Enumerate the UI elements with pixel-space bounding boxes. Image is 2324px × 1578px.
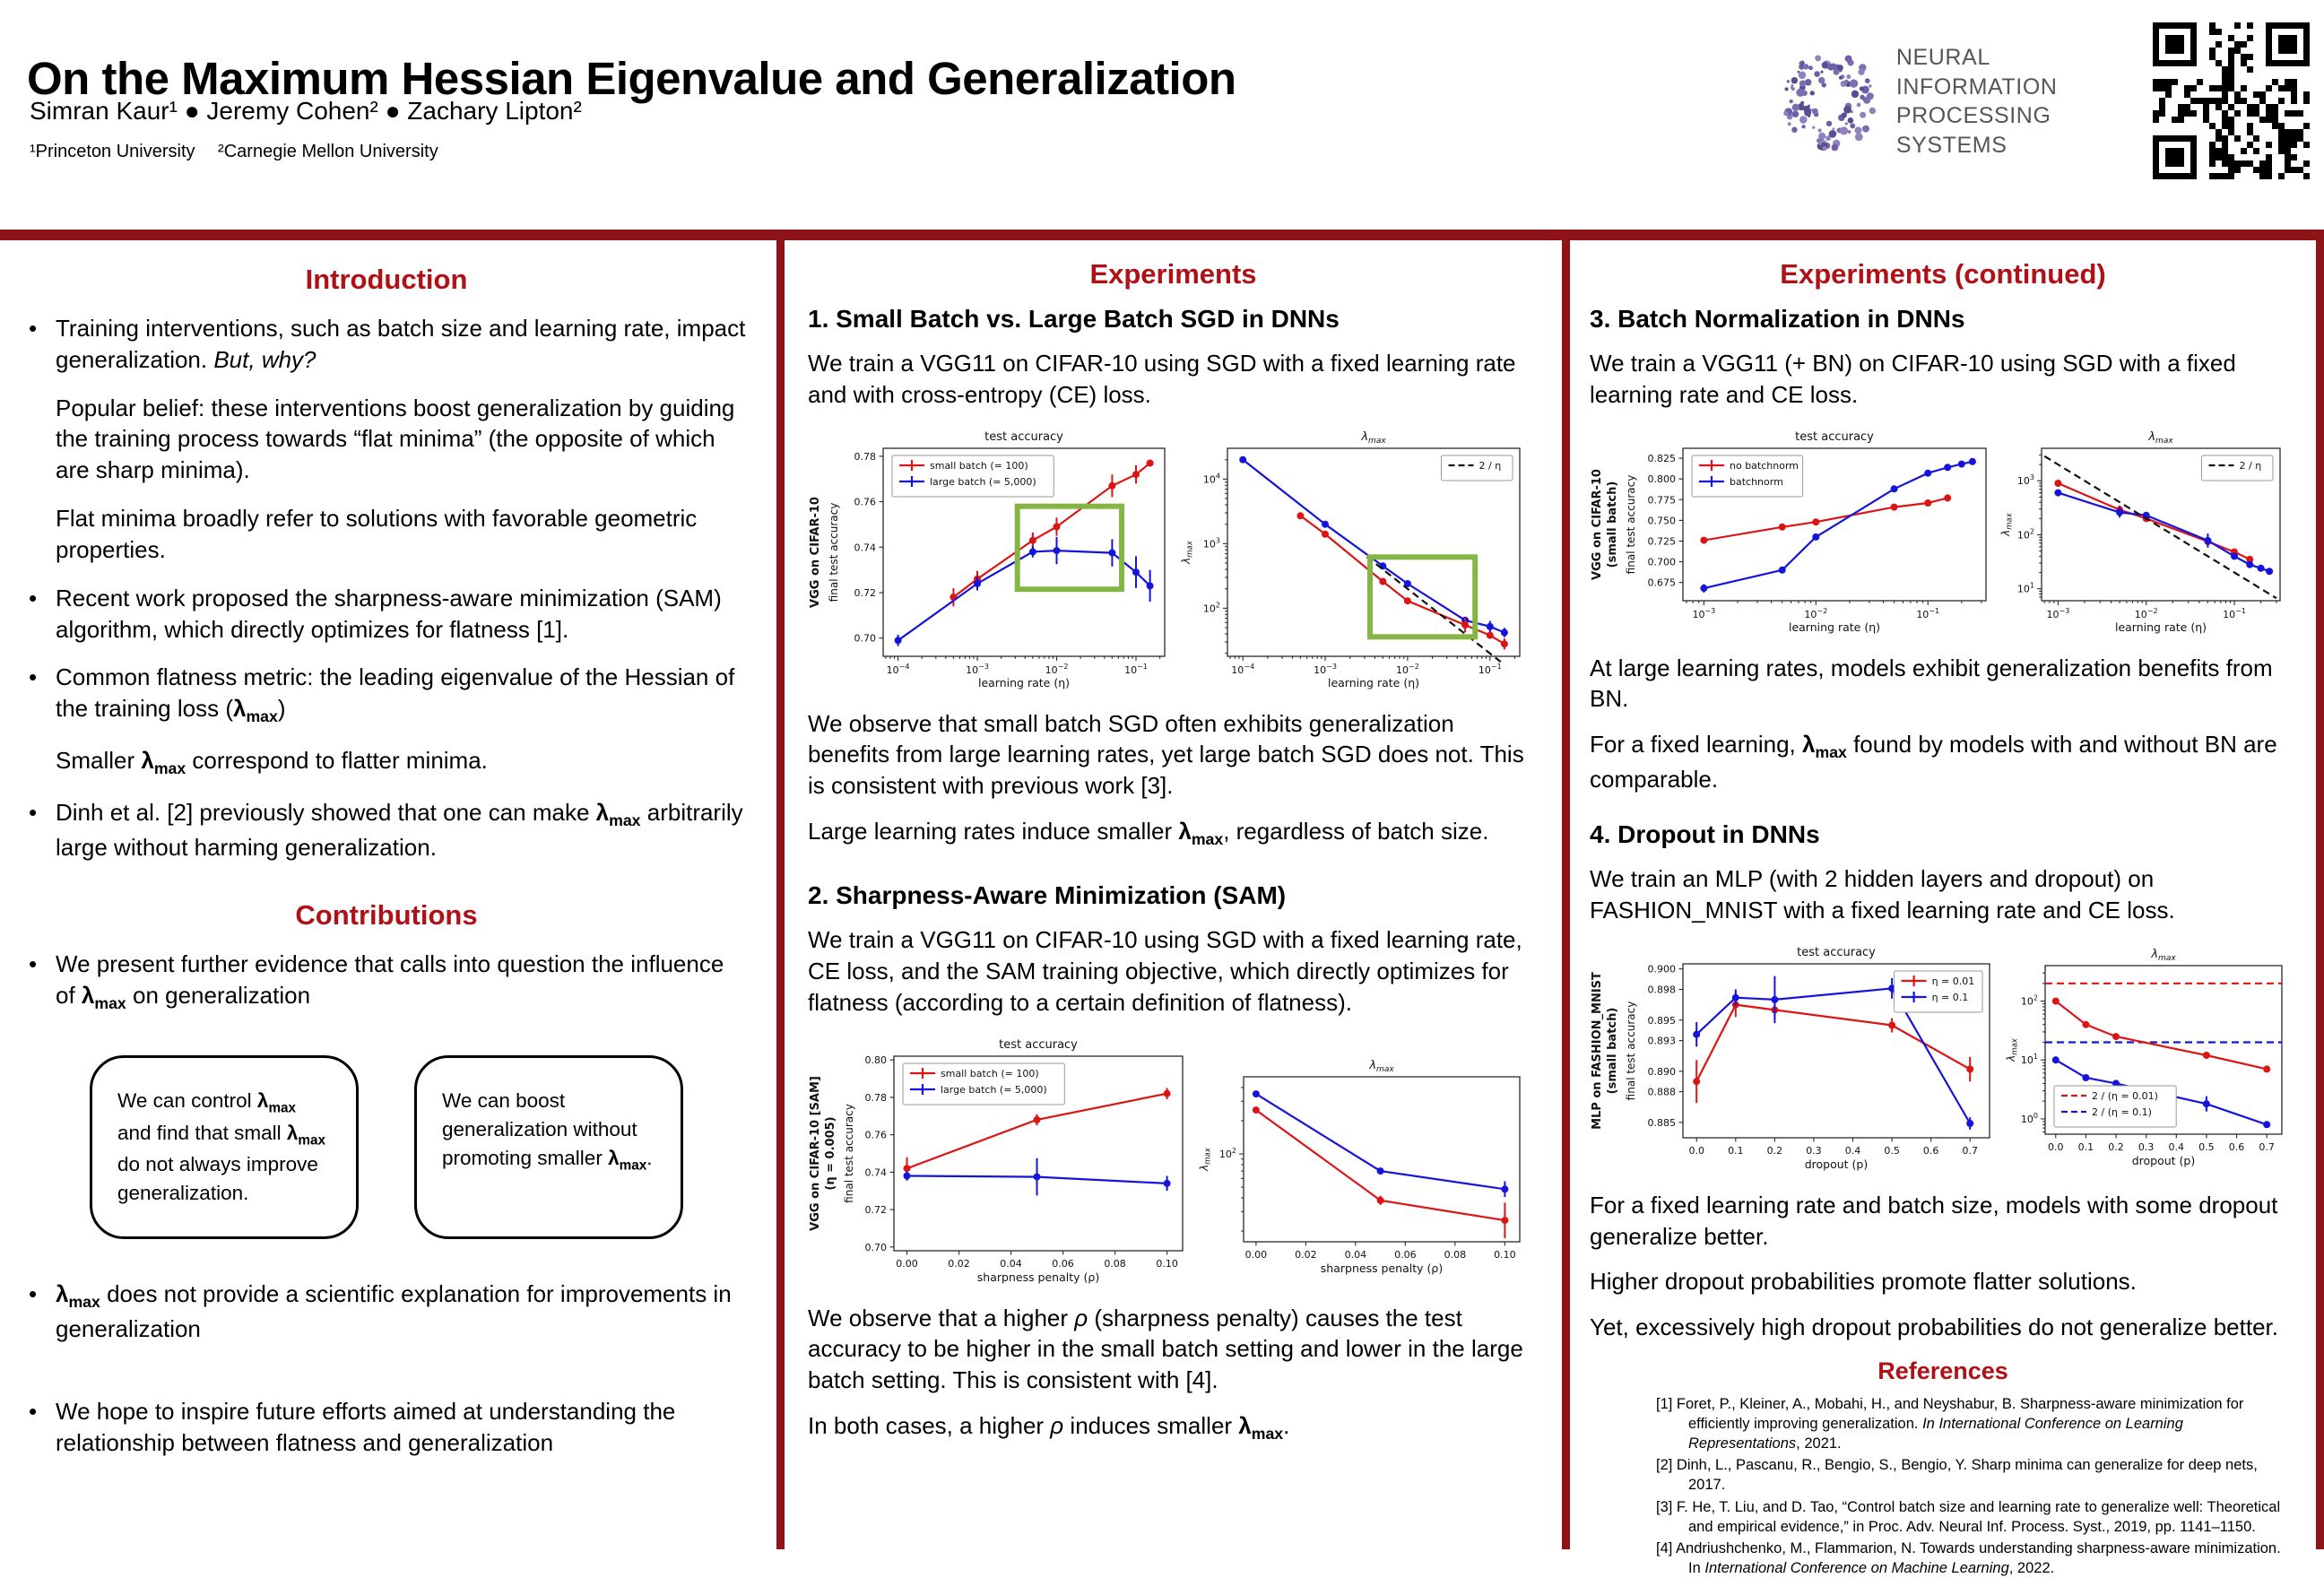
- svg-text:test accuracy: test accuracy: [984, 429, 1063, 444]
- chart-batch-test-accuracy: [808, 425, 1175, 694]
- svg-text:103: $10^3$: [2016, 473, 2034, 487]
- svg-text:101: $10^1$: [2016, 581, 2034, 595]
- svg-text:dropout (p): dropout (p): [1804, 1157, 1869, 1171]
- intro-column: [0, 240, 776, 1549]
- svg-text:104: $10^4$: [1202, 472, 1220, 486]
- svg-text:2 / η: 2 / η: [1479, 459, 1502, 472]
- svg-text:0.3: 0.3: [2138, 1140, 2155, 1153]
- svg-text:0.0: 0.0: [2048, 1140, 2064, 1153]
- lambda-max-symbol: $\lambda_{max}$: [56, 1279, 100, 1311]
- intro-bullet-1: • Training interventions, such as batch size and learning rate, impact generalization. But, why?: [23, 313, 750, 376]
- figure-batch-size: [808, 425, 1539, 694]
- svg-text:learning rate (η): learning rate (η): [1327, 675, 1420, 689]
- svg-text:(η = 0.005): (η = 0.005): [824, 1115, 837, 1191]
- svg-text:0.825: 0.825: [1647, 452, 1676, 464]
- svg-text:λmax: $\lambda_{max}$: [1999, 512, 2015, 536]
- svg-text:100: $10^0$: [2020, 1111, 2038, 1125]
- svg-text:large batch (= 5,000): large batch (= 5,000): [930, 475, 1036, 488]
- authors-line: Simran Kaur¹ ● Jeremy Cohen² ● Zachary Lipton²: [30, 97, 582, 125]
- svg-text:0.08: 0.08: [1104, 1257, 1126, 1270]
- svg-text:0.04: 0.04: [1344, 1248, 1367, 1261]
- svg-text:λmax: $\lambda_{max}$: [1180, 540, 1195, 564]
- svg-text:0.900: 0.900: [1647, 963, 1676, 975]
- svg-text:0.6: 0.6: [1922, 1144, 1939, 1157]
- svg-text:small batch (= 100): small batch (= 100): [930, 459, 1028, 472]
- intro-bullet-4: • Recent work proposed the sharpness-aware minimization (SAM) algorithm, which directly optimizes for flatness [1].: [23, 583, 750, 646]
- svg-text:0.2: 0.2: [1766, 1144, 1783, 1157]
- svg-text:small batch (= 100): small batch (= 100): [941, 1067, 1039, 1079]
- section4-title: 4. Dropout in DNNs: [1590, 820, 1820, 849]
- svg-text:0.76: 0.76: [854, 496, 876, 508]
- lambda-max-symbol: $\lambda_{max}$: [608, 1147, 647, 1174]
- svg-text:0.00: 0.00: [1244, 1248, 1268, 1261]
- neurips-logo: [1768, 25, 2145, 178]
- svg-text:102: $10^2$: [1218, 1146, 1236, 1160]
- lambda-max-symbol: $\lambda_{max}$: [595, 799, 641, 830]
- lambda-max-symbol: $\lambda_{max}$: [141, 747, 186, 778]
- intro-bullet-7: • Dinh et al. [2] previously showed that one can make $\lambda_{max}$ arbitrarily large without harming generalization.: [23, 797, 750, 863]
- svg-text:MLP on FASHION_MNIST: MLP on FASHION_MNIST: [1591, 971, 1604, 1130]
- svg-text:2 / (η = 0.1): 2 / (η = 0.1): [2092, 1105, 2152, 1118]
- svg-text:2 / (η = 0.01): 2 / (η = 0.01): [2092, 1089, 2158, 1102]
- svg-text:0.888: 0.888: [1647, 1086, 1676, 1098]
- intro-heading: Introduction: [305, 264, 468, 295]
- poster-header: [0, 0, 2324, 230]
- intro-para-3: Flat minima broadly refer to solutions with favorable geometric properties.: [56, 505, 698, 563]
- neurips-logo-line2: PROCESSING SYSTEMS: [1895, 103, 2051, 158]
- svg-text:0.74: 0.74: [854, 541, 876, 553]
- right-edge-divider: [2316, 230, 2324, 1549]
- svg-text:0.4: 0.4: [1844, 1144, 1861, 1157]
- svg-text:0.4: 0.4: [2168, 1140, 2185, 1153]
- svg-text:final test accuracy: final test accuracy: [843, 1103, 855, 1203]
- section2-para-3: In both cases, a higher ρ induces smaller $\lambda_{max}$.: [808, 1411, 1290, 1444]
- section1-para-2: We observe that small batch SGD often exhibits generalization benefits from large learning rates, yet large batch SGD does not. This is consistent with previous work [3].: [808, 709, 1524, 800]
- svg-text:10−2: $10^{-2}$: [1045, 662, 1069, 676]
- svg-text:0.675: 0.675: [1647, 577, 1676, 589]
- svg-text:final test accuracy: final test accuracy: [1625, 474, 1637, 574]
- svg-text:(small batch): (small batch): [1606, 1007, 1619, 1094]
- svg-text:0.800: 0.800: [1647, 473, 1676, 485]
- svg-text:0.06: 0.06: [1394, 1248, 1417, 1261]
- svg-text:102: $10^2$: [2020, 993, 2038, 1008]
- svg-text:0.1: 0.1: [2077, 1140, 2094, 1153]
- svg-text:10−3: $10^{-3}$: [1692, 606, 1716, 620]
- svg-text:10−2: $10^{-2}$: [1396, 662, 1419, 676]
- svg-text:0.700: 0.700: [1647, 556, 1676, 568]
- section4-para-3: Higher dropout probabilities promote flatter solutions.: [1590, 1268, 2137, 1296]
- svg-text:101: $10^1$: [2020, 1052, 2038, 1066]
- lambda-max-symbol: $\lambda_{max}$: [1178, 818, 1224, 849]
- svg-text:10−2: $10^{-2}$: [2134, 606, 2158, 620]
- lambda-max-symbol: $\lambda_{max}$: [81, 981, 126, 1012]
- svg-text:0.885: 0.885: [1647, 1116, 1676, 1129]
- svg-text:0.70: 0.70: [854, 632, 876, 645]
- neurips-logo-dots-icon: [1768, 34, 1891, 169]
- contribution-boxes: [23, 1055, 750, 1238]
- experiments-heading: Experiments: [1089, 258, 1257, 290]
- svg-text:η = 0.1: η = 0.1: [1931, 991, 1969, 1003]
- lambda-max-symbol: $\lambda_{max}$: [256, 1089, 297, 1116]
- experiments2-heading: Experiments (continued): [1780, 258, 2106, 290]
- figure-batchnorm: [1590, 425, 2296, 638]
- svg-text:batchnorm: batchnorm: [1730, 475, 1783, 488]
- svg-text:test accuracy: test accuracy: [999, 1037, 1078, 1052]
- contribution-box-control: We can control $\lambda_{max}$ and find that small $\lambda_{max}$ do not always improve generalization.: [90, 1055, 359, 1238]
- svg-text:0.7: 0.7: [1962, 1144, 1978, 1157]
- svg-text:test accuracy: test accuracy: [1797, 945, 1876, 959]
- svg-text:0.00: 0.00: [896, 1257, 918, 1270]
- svg-text:sharpness penalty (ρ): sharpness penalty (ρ): [1320, 1261, 1444, 1275]
- section4-para-4: Yet, excessively high dropout probabilities do not generalize better.: [1590, 1314, 2278, 1341]
- svg-text:10−3: $10^{-3}$: [2046, 606, 2070, 620]
- affiliations-line: ¹Princeton University ²Carnegie Mellon University: [30, 142, 438, 161]
- svg-text:0.78: 0.78: [854, 450, 876, 463]
- svg-text:0.893: 0.893: [1647, 1035, 1676, 1047]
- svg-text:2 / η: 2 / η: [2239, 459, 2262, 472]
- svg-text:learning rate (η): learning rate (η): [2114, 620, 2207, 634]
- lambda-max-symbol: $\lambda_{max}$: [286, 1121, 325, 1149]
- lambda-max-symbol: $\lambda_{max}$: [1238, 1411, 1284, 1444]
- chart-bn-lambda-max: [1995, 425, 2291, 638]
- svg-text:0.890: 0.890: [1647, 1065, 1676, 1078]
- svg-text:0.10: 0.10: [1494, 1248, 1516, 1261]
- section1-para-3: Large learning rates induce smaller $\lambda_{max}$, regardless of batch size.: [808, 818, 1489, 849]
- reference-item: [4] Andriushchenko, M., Flammarion, N. Towards understanding sharpness-aware minimization. In International Conference on Machine Learning, 2022.: [1656, 1539, 2281, 1576]
- reference-item: [1] Foret, P., Kleiner, A., Mobahi, H., and Neyshabur, B. Sharpness-aware minimization for efficiently improving generalization. In International Conference on Learning Representations, 2021.: [1656, 1395, 2244, 1452]
- svg-text:λmax: $\lambda_{max}$: [1369, 1058, 1394, 1074]
- svg-text:102: $10^2$: [1202, 601, 1220, 615]
- figure-dropout: [1590, 941, 2296, 1175]
- svg-text:0.0: 0.0: [1688, 1144, 1704, 1157]
- contribution-box-boost: We can boost generalization without promoting smaller $\lambda_{max}$.: [414, 1055, 683, 1238]
- svg-text:0.06: 0.06: [1052, 1257, 1074, 1270]
- section2-para-1: We train a VGG11 on CIFAR-10 using SGD with a fixed learning rate, CE loss, and the SAM training objective, which directly optimizes for flatness (according to a certain definition of flatness).: [808, 926, 1522, 1016]
- svg-text:dropout (p): dropout (p): [2131, 1153, 2196, 1167]
- svg-text:0.02: 0.02: [1295, 1248, 1317, 1261]
- chart-dropout-test-accuracy: [1590, 941, 2000, 1175]
- svg-text:0.895: 0.895: [1647, 1014, 1676, 1027]
- svg-text:(small batch): (small batch): [1606, 481, 1619, 568]
- svg-text:no batchnorm: no batchnorm: [1730, 459, 1799, 472]
- neurips-logo-text: [1896, 43, 2145, 160]
- svg-text:λmax: $\lambda_{max}$: [1361, 429, 1386, 446]
- section1-para-1: We train a VGG11 on CIFAR-10 using SGD with a fixed learning rate and with cross-entropy (CE) loss.: [808, 350, 1516, 408]
- svg-text:10−3: $10^{-3}$: [966, 662, 989, 676]
- reference-item: [3] F. He, T. Liu, and D. Tao, “Control batch size and learning rate to generalize well: Theoretical and empirical evidence,” in Proc. Adv. Neural Inf. Process. Syst., 2019, pp. 1141–1150.: [1656, 1498, 2281, 1535]
- section3-para-3: For a fixed learning, $\lambda_{max}$ found by models with and without BN are comparable.: [1590, 731, 2277, 793]
- svg-text:0.725: 0.725: [1647, 535, 1676, 548]
- section4-para-2: For a fixed learning rate and batch size, models with some dropout generalize better.: [1590, 1191, 2278, 1250]
- references-heading: References: [1877, 1357, 2008, 1384]
- svg-text:0.2: 0.2: [2108, 1140, 2124, 1153]
- svg-text:0.5: 0.5: [2198, 1140, 2215, 1153]
- experiments-column: [785, 240, 1562, 1549]
- chart-batch-lambda-max: [1175, 425, 1532, 694]
- svg-text:10−1: $10^{-1}$: [2223, 606, 2246, 620]
- svg-text:large batch (= 5,000): large batch (= 5,000): [941, 1083, 1047, 1096]
- svg-text:final test accuracy: final test accuracy: [828, 502, 840, 602]
- column-divider-2: [1562, 230, 1570, 1549]
- svg-text:0.70: 0.70: [864, 1241, 887, 1253]
- svg-text:10−4: $10^{-4}$: [886, 662, 910, 676]
- intro-para-6: Smaller $\lambda_{max}$ correspond to flatter minima.: [56, 747, 488, 778]
- svg-text:VGG on CIFAR-10: VGG on CIFAR-10: [1591, 468, 1604, 580]
- neurips-logo-line1: NEURAL INFORMATION: [1895, 45, 2058, 100]
- svg-text:0.898: 0.898: [1647, 984, 1676, 996]
- svg-text:λmax: $\lambda_{max}$: [2148, 429, 2173, 446]
- header-divider: [0, 230, 2324, 240]
- svg-text:0.6: 0.6: [2228, 1140, 2245, 1153]
- svg-text:0.10: 0.10: [1156, 1257, 1178, 1270]
- chart-bn-test-accuracy: [1590, 425, 1995, 638]
- figure-sam: [808, 1033, 1539, 1288]
- svg-text:0.04: 0.04: [1000, 1257, 1022, 1270]
- intro-para-2: Popular belief: these interventions boost generalization by guiding the training process towards “flat minima” (the opposite of which are sharp minima).: [56, 394, 735, 484]
- contrib-bullet-1: • We present further evidence that calls into question the influence of $\lambda_{max}$ on generalization: [23, 949, 750, 1015]
- chart-dropout-lambda-max: [2000, 942, 2293, 1172]
- section3-para-2: At large learning rates, models exhibit generalization benefits from BN.: [1590, 654, 2273, 713]
- svg-text:0.76: 0.76: [864, 1129, 887, 1141]
- section1-title: 1. Small Batch vs. Large Batch SGD in DNNs: [808, 305, 1340, 333]
- svg-text:λmax: $\lambda_{max}$: [2151, 947, 2176, 963]
- svg-text:10−1: $10^{-1}$: [1916, 606, 1940, 620]
- svg-text:0.78: 0.78: [864, 1091, 887, 1104]
- lambda-max-symbol: $\lambda_{max}$: [1802, 731, 1847, 762]
- svg-text:learning rate (η): learning rate (η): [1788, 620, 1881, 634]
- column-divider-1: [776, 230, 785, 1549]
- svg-text:VGG on CIFAR-10 [SAM]: VGG on CIFAR-10 [SAM]: [809, 1075, 822, 1231]
- svg-text:10−2: $10^{-2}$: [1804, 606, 1828, 620]
- qr-code: [2148, 18, 2315, 185]
- svg-text:0.7: 0.7: [2259, 1140, 2275, 1153]
- svg-text:10−1: $10^{-1}$: [1124, 662, 1148, 676]
- svg-text:10−4: $10^{-4}$: [1231, 662, 1255, 676]
- svg-text:0.1: 0.1: [1728, 1144, 1744, 1157]
- svg-text:0.750: 0.750: [1647, 515, 1676, 527]
- svg-text:0.74: 0.74: [864, 1166, 887, 1178]
- chart-sam-test-accuracy: [808, 1033, 1193, 1288]
- svg-text:learning rate (η): learning rate (η): [977, 675, 1071, 689]
- svg-text:test accuracy: test accuracy: [1795, 429, 1874, 444]
- svg-text:0.80: 0.80: [864, 1053, 887, 1066]
- svg-text:102: $10^2$: [2016, 527, 2034, 542]
- contributions-heading: Contributions: [295, 898, 478, 931]
- svg-text:10−3: $10^{-3}$: [1314, 662, 1337, 676]
- intro-bullet-5: • Common flatness metric: the leading eigenvalue of the Hessian of the training loss $(\lambda_{max})$: [23, 662, 750, 728]
- section2-title: 2. Sharpness-Aware Minimization (SAM): [808, 881, 1287, 910]
- svg-text:final test accuracy: final test accuracy: [1625, 1001, 1637, 1101]
- contrib-bullet-3: • We hope to inspire future efforts aimed at understanding the relationship between flatness and generalization: [23, 1396, 750, 1459]
- svg-text:0.775: 0.775: [1647, 493, 1676, 506]
- section3-title: 3. Batch Normalization in DNNs: [1590, 305, 1965, 333]
- svg-text:0.72: 0.72: [854, 586, 876, 599]
- references-list: [1631, 1394, 2285, 1578]
- svg-text:sharpness penalty (ρ): sharpness penalty (ρ): [976, 1270, 1100, 1284]
- svg-text:0.3: 0.3: [1806, 1144, 1822, 1157]
- svg-text:0.08: 0.08: [1444, 1248, 1467, 1261]
- svg-text:VGG on CIFAR-10: VGG on CIFAR-10: [809, 496, 822, 608]
- section4-para-1: We train an MLP (with 2 hidden layers and dropout) on FASHION_MNIST with a fixed learning rate and CE loss.: [1590, 865, 2175, 923]
- svg-text:0.72: 0.72: [864, 1203, 887, 1216]
- chart-sam-lambda-max: [1193, 1053, 1532, 1279]
- svg-text:10−1: $10^{-1}$: [1478, 662, 1502, 676]
- svg-text:λmax: $\lambda_{max}$: [1198, 1147, 1213, 1171]
- section2-para-2: We observe that a higher ρ (sharpness penalty) causes the test accuracy to be higher in the small batch setting and lower in the large batch setting. This is consistent with [4].: [808, 1304, 1523, 1394]
- svg-text:0.02: 0.02: [948, 1257, 970, 1270]
- lambda-max-symbol: $\lambda_{max}$: [232, 695, 278, 726]
- reference-item: [2] Dinh, L., Pascanu, R., Bengio, S., Bengio, Y. Sharp minima can generalize for deep nets, 2017.: [1656, 1457, 2258, 1494]
- experiments-continued-column: [1570, 240, 2316, 1576]
- svg-text:103: $10^3$: [1202, 536, 1220, 551]
- contrib-bullet-2: • $\lambda_{max}$ does not provide a scientific explanation for improvements in generalization: [23, 1279, 750, 1345]
- svg-text:λmax: $\lambda_{max}$: [2005, 1037, 2020, 1062]
- section3-para-1: We train a VGG11 (+ BN) on CIFAR-10 using SGD with a fixed learning rate and CE loss.: [1590, 350, 2236, 408]
- svg-text:η = 0.01: η = 0.01: [1931, 975, 1975, 987]
- poster-title: On the Maximum Hessian Eigenvalue and Generalization: [27, 53, 1236, 105]
- svg-text:0.5: 0.5: [1884, 1144, 1900, 1157]
